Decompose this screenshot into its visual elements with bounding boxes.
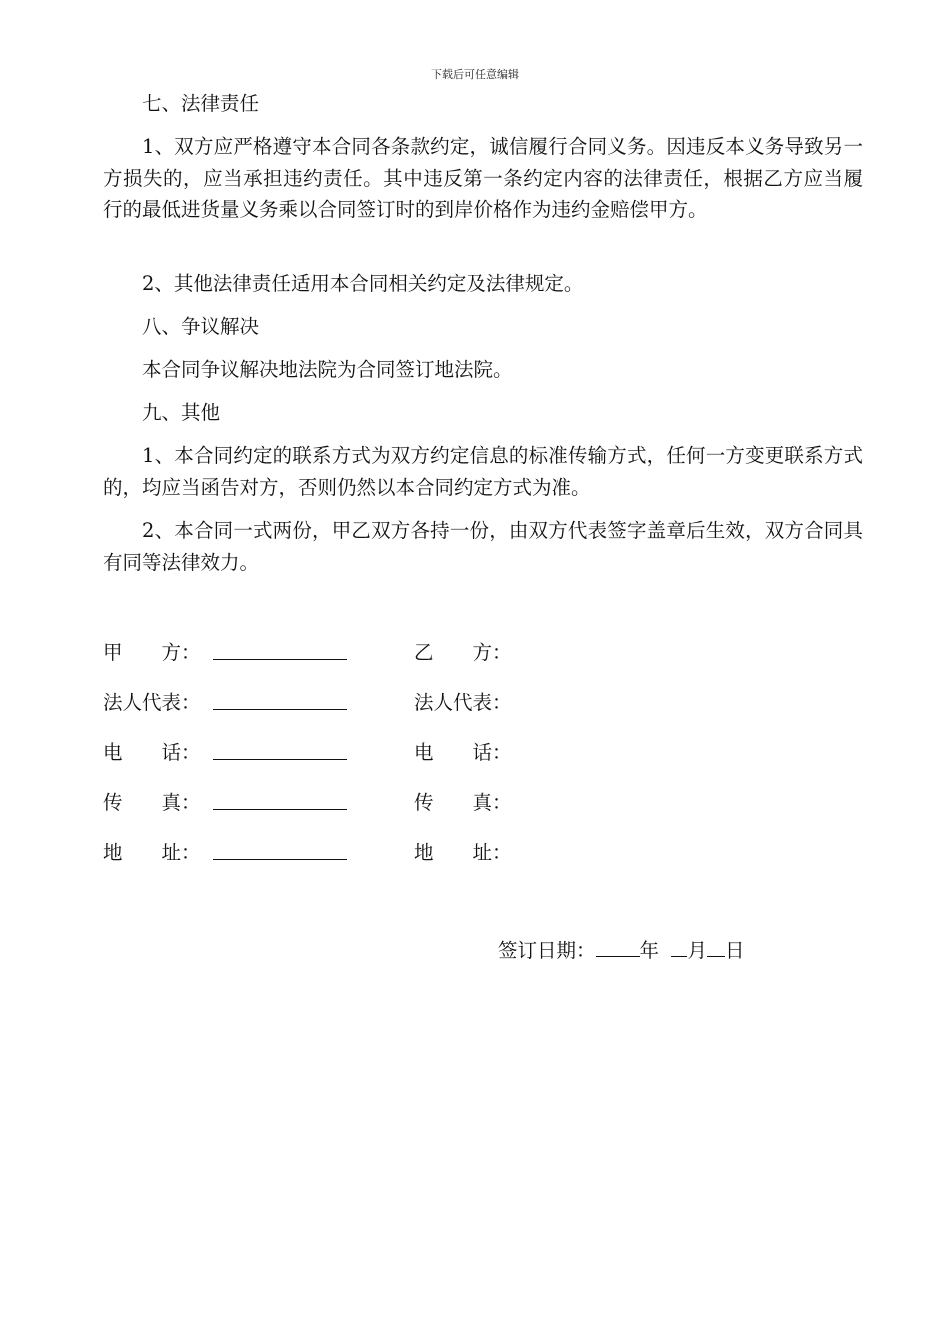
year-label: 年 [639,939,660,962]
fax-a-label: 传 真： [103,791,201,814]
addr-b-label: 地 址： [414,841,512,864]
section-7-paragraph-2: 2、其他法律责任适用本合同相关约定及法律规定。 [142,272,584,295]
party-b-label: 乙 方： [414,641,512,664]
month-blank-line [671,934,687,957]
fax-a-blank-line [213,787,347,810]
day-label: 日 [724,939,745,962]
section-9-paragraph-1: 1、本合同约定的联系方式为双方约定信息的标准传输方式，任何一方变更联系方式的，均应当函告对方，否则仍然以本合同约定方式为准。 [103,444,863,499]
phone-a-blank-line [213,737,347,760]
addr-a-label: 地 址： [103,841,201,864]
phone-b-label: 电 话： [414,741,512,764]
section-7-title: 七、法律责任 [142,92,260,115]
signing-date-label: 签订日期： [498,939,596,962]
section-8-paragraph-1: 本合同争议解决地法院为合同签订地法院。 [142,358,513,381]
section-8-title: 八、争议解决 [142,315,260,338]
rep-a-blank-line [213,687,347,710]
section-9-title: 九、其他 [142,401,221,424]
signature-row-party [0,637,950,668]
year-blank-line [596,934,640,957]
signature-row-fax [0,787,950,818]
addr-a-blank-line [213,837,347,860]
rep-a-label: 法人代表： [103,691,201,714]
day-blank-line [707,934,725,957]
rep-b-label: 法人代表： [414,691,512,714]
signature-row-phone [0,737,950,768]
party-a-blank-line [213,637,347,660]
signature-row-address [0,837,950,868]
signature-row-representative [0,687,950,718]
page-header: 下载后可任意编辑 [431,68,519,81]
party-a-label: 甲 方： [103,641,201,664]
fax-b-label: 传 真： [414,791,512,814]
phone-a-label: 电 话： [103,741,201,764]
section-7-paragraph-1: 1、双方应严格遵守本合同各条款约定，诚信履行合同义务。因违反本义务导致另一方损失的，应当承担违约责任。其中违反第一条约定内容的法律责任，根据乙方应当履行的最低进货量义务乘以合同签订时的到岸价格作为违约金赔偿甲方。 [103,135,863,221]
signing-date [498,934,744,966]
section-9-paragraph-2: 2、本合同一式两份，甲乙双方各持一份，由双方代表签字盖章后生效，双方合同具有同等法律效力。 [103,519,863,574]
month-label: 月 [687,939,707,962]
